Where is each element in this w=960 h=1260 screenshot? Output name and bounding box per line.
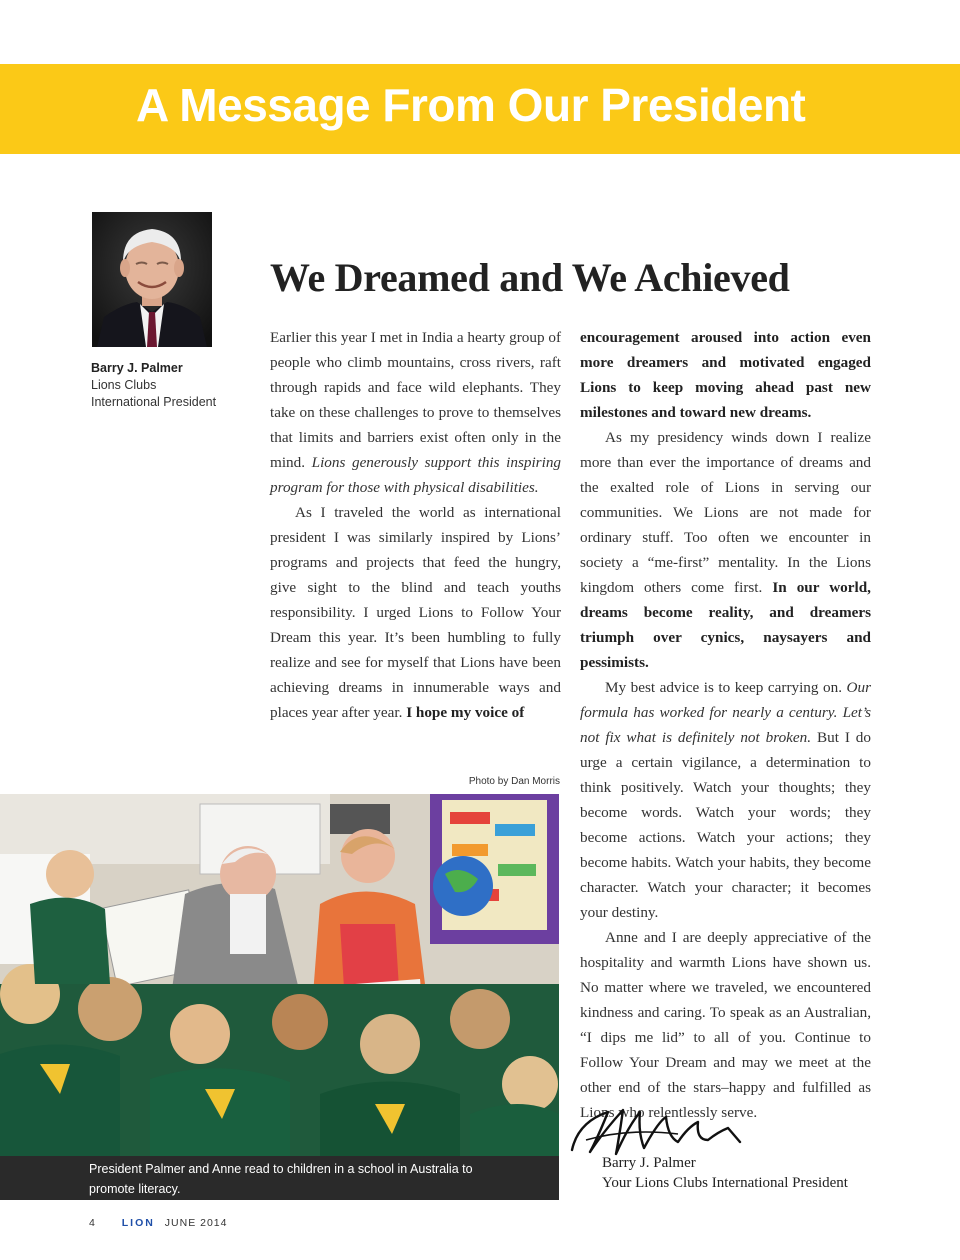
paragraph-4-text: As my presidency winds down I realize more than ever the importance of dreams and the exalted role of Lions in serving our communities. We Lions are not made for ordinary stuff. Too often we encounter in society a “me-first” mentality. In the Lions kingdom others come first.: [580, 429, 871, 596]
president-bio: [91, 360, 216, 411]
page-footer: [89, 1217, 227, 1229]
paragraph-2: [270, 500, 561, 725]
paragraph-1-italic: Lions generously support this inspiring program for those with physical disabilities.: [270, 454, 562, 496]
paragraph-5-rest: But I do urge a certain vigilance, a determination to think positively. Watch your thoughts; they become words. Watch your words; they become actions. Watch your actions; they become habits. Watch your habits, they become character. Watch your character; it becomes your destiny.: [580, 729, 871, 921]
page-number: 4: [89, 1217, 96, 1229]
signoff: [602, 1153, 848, 1193]
article-photo: [0, 794, 559, 1156]
page-title: A Message From Our President: [136, 79, 806, 131]
paragraph-1: [270, 325, 561, 500]
photo-credit: Photo by Dan Morris: [468, 776, 560, 787]
paragraph-5-italic: Our formula has worked for nearly a century. Let’s not fix what is definitely not broken.: [580, 679, 871, 746]
issue-date: JUNE 2014: [164, 1217, 228, 1229]
paragraph-3-bold: encouragement aroused into action even more dreamers and motivated engaged Lions to keep moving ahead past new milestones and toward new dreams.: [580, 329, 871, 421]
paragraph-2-bold: I hope my voice of: [406, 704, 525, 721]
signoff-name: Barry J. Palmer: [602, 1155, 696, 1171]
article-headline: We Dreamed and We Achieved: [270, 255, 790, 300]
paragraph-3: [580, 325, 871, 425]
classroom-photo-image: [0, 794, 559, 1156]
president-portrait: [92, 212, 212, 347]
bio-role-line1: Lions Clubs: [91, 378, 157, 392]
photo-caption-bar: [0, 1156, 559, 1200]
article-column-2: [580, 325, 871, 1125]
header-banner: [0, 64, 960, 154]
paragraph-1-text: Earlier this year I met in India a hearty group of people who climb mountains, cross rivers, raft through rapids and face wild elephants. They take on these challenges to prove to themselves that limits and barriers exist often only in the mind.: [270, 329, 561, 471]
bio-name: Barry J. Palmer: [91, 361, 183, 375]
magazine-name: LION: [121, 1217, 155, 1229]
signature-image: [568, 1082, 748, 1162]
paragraph-5-text: My best advice is to keep carrying on.: [605, 679, 842, 696]
paragraph-4-bold: In our world, dreams become reality, and dreamers triumph over cynics, naysayers and pessimists.: [580, 579, 871, 671]
paragraph-2-text: As I traveled the world as international president I was similarly inspired by Lions’ programs and projects that feed the hungry, give sight to the blind and teach youths responsibility. I urged Lions to Follow Your Dream this year. It’s been humbling to fully realize and see for myself that Lions have been achieving dreams in innumerable ways and places year after year.: [270, 504, 561, 721]
signoff-title: Your Lions Clubs International President: [602, 1175, 848, 1191]
paragraph-5: [580, 675, 871, 925]
article-column-1: [270, 325, 561, 725]
paragraph-4: [580, 425, 871, 675]
bio-role-line2: International President: [91, 395, 217, 409]
portrait-image: [92, 212, 212, 347]
paragraph-6: Anne and I are deeply appreciative of the hospitality and warmth Lions have shown us. No matter where we traveled, we encountered kindness and caring. To speak as an Australian, “I dips me lid” to all of you. Continue to Follow Your Dream and may we meet at the other end of the stars–happy and fulfilled as Lions who relentlessly serve.: [580, 929, 871, 1121]
photo-caption: President Palmer and Anne read to children in a school in Australia to promote literacy.: [89, 1162, 473, 1196]
